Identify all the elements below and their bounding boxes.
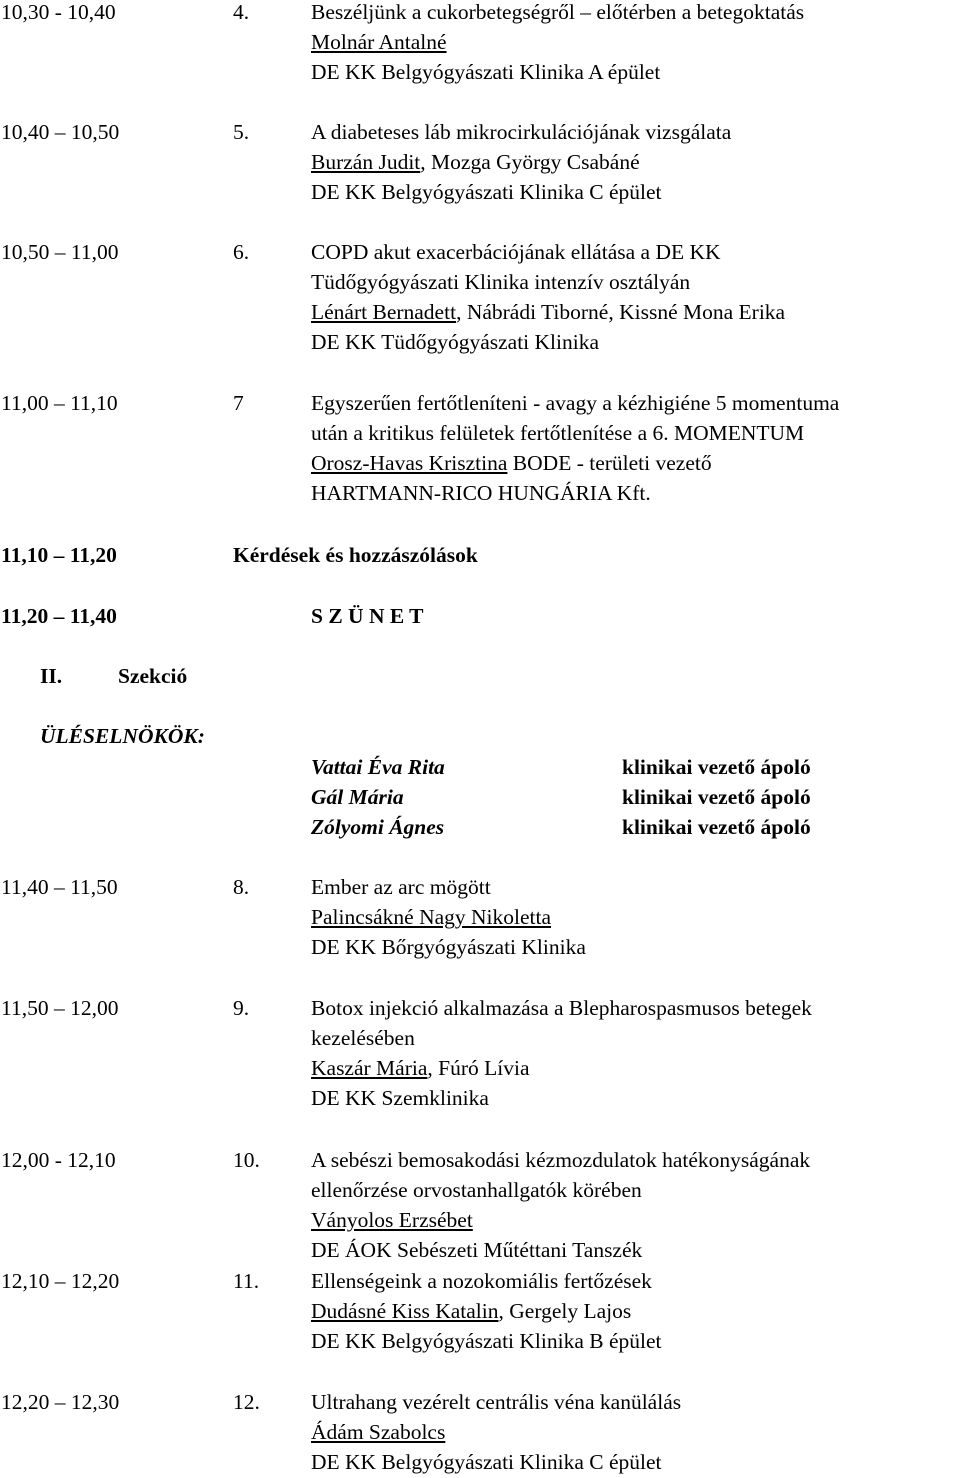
- chair-row: [0, 782, 960, 812]
- time-slot: 12,10 – 12,20: [1, 1269, 120, 1293]
- chair-role: klinikai vezető ápoló: [622, 815, 811, 839]
- time-slot: 11,50 – 12,00: [1, 996, 119, 1020]
- section-label: Szekció: [118, 664, 188, 688]
- chairs-label: ÜLÉSELNÖKÖK:: [40, 724, 205, 748]
- item-authors: [311, 1417, 445, 1447]
- item-title: A sebészi bemosakodási kézmozdulatok hatékonyságának: [311, 1148, 811, 1172]
- coauthors: , Nábrádi Tiborné, Kissné Mona Erika: [456, 300, 786, 324]
- presenter-name: Palincsákné Nagy Nikoletta: [311, 905, 552, 929]
- item-authors: [311, 27, 447, 57]
- item-number: 11.: [233, 1269, 260, 1293]
- questions-label: Kérdések és hozzászólások: [233, 543, 478, 567]
- item-number: 10.: [233, 1148, 260, 1172]
- presenter-name: Lénárt Bernadett: [311, 300, 457, 324]
- presenter-name: Kaszár Mária: [311, 1056, 428, 1080]
- item-authors: [311, 1053, 530, 1083]
- item-affiliation: DE KK Belgyógyászati Klinika C épület: [311, 180, 662, 204]
- program-item: [0, 872, 960, 962]
- item-title-continued: ellenőrzése orvostanhallgatók körében: [311, 1178, 642, 1202]
- break-row: [0, 601, 960, 631]
- item-number: 7: [233, 391, 244, 415]
- presenter-name: Dudásné Kiss Katalin: [311, 1299, 499, 1323]
- item-authors: [311, 1296, 631, 1326]
- program-item: [0, 117, 960, 207]
- item-authors: [311, 1205, 473, 1235]
- item-affiliation: DE KK Szemklinika: [311, 1086, 489, 1110]
- item-affiliation: DE KK Tüdőgyógyászati Klinika: [311, 330, 600, 354]
- item-affiliation: DE KK Belgyógyászati Klinika C épület: [311, 1450, 662, 1474]
- program-item: [0, 993, 960, 1113]
- break-label: S Z Ü N E T: [311, 604, 424, 628]
- chair-role: klinikai vezető ápoló: [622, 755, 811, 779]
- item-number: 8.: [233, 875, 250, 899]
- item-number: 6.: [233, 240, 250, 264]
- presenter-name: Ádám Szabolcs: [311, 1420, 446, 1444]
- chair-row: [0, 752, 960, 782]
- time-slot: 10,50 – 11,00: [1, 240, 119, 264]
- item-affiliation: DE ÁOK Sebészeti Műtéttani Tanszék: [311, 1238, 643, 1262]
- time-slot: 11,00 – 11,10: [1, 391, 118, 415]
- presenter-name: Ványolos Erzsébet: [311, 1208, 473, 1232]
- presenter-name: Orosz-Havas Krisztina: [311, 451, 508, 475]
- time-slot: 10,30 - 10,40: [1, 0, 116, 24]
- time-slot: 12,00 - 12,10: [1, 1148, 116, 1172]
- item-title-continued: után a kritikus felületek fertőtlenítése a 6. MOMENTUM: [311, 421, 805, 445]
- item-affiliation: HARTMANN-RICO HUNGÁRIA Kft.: [311, 481, 651, 505]
- coauthors: BODE - területi vezető: [507, 451, 712, 475]
- item-authors: [311, 297, 785, 327]
- presenter-name: Burzán Judit: [311, 150, 421, 174]
- program-item: [0, 1387, 960, 1477]
- program-item: [0, 237, 960, 357]
- time-slot: 10,40 – 10,50: [1, 120, 120, 144]
- section-heading: [0, 661, 960, 691]
- questions-row: [0, 540, 960, 570]
- chair-role: klinikai vezető ápoló: [622, 785, 811, 809]
- item-title: A diabeteses láb mikrocirkulációjának vizsgálata: [311, 120, 732, 144]
- coauthors: , Gergely Lajos: [498, 1299, 632, 1323]
- chairs-list: [0, 752, 960, 842]
- chair-name: Zólyomi Ágnes: [311, 815, 445, 839]
- time-slot: 11,10 – 11,20: [1, 543, 117, 567]
- item-title-continued: kezelésében: [311, 1026, 415, 1050]
- chairs-heading: [0, 721, 960, 751]
- program-item: [0, 1145, 960, 1265]
- chair-row: [0, 812, 960, 842]
- item-title: Egyszerűen fertőtleníteni - avagy a kézhigiéne 5 momentuma: [311, 391, 840, 415]
- item-number: 9.: [233, 996, 250, 1020]
- chair-name: Gál Mária: [311, 785, 404, 809]
- item-authors: [311, 448, 712, 478]
- item-affiliation: DE KK Belgyógyászati Klinika A épület: [311, 60, 661, 84]
- coauthors: , Fúró Lívia: [427, 1056, 530, 1080]
- item-number: 12.: [233, 1390, 260, 1414]
- item-title: Ember az arc mögött: [311, 875, 491, 899]
- time-slot: 12,20 – 12,30: [1, 1390, 120, 1414]
- item-title: Botox injekció alkalmazása a Blepharospasmusos betegek: [311, 996, 812, 1020]
- coauthors: , Mozga György Csabáné: [420, 150, 640, 174]
- item-authors: [311, 902, 551, 932]
- chair-name: Vattai Éva Rita: [311, 755, 445, 779]
- program-item: [0, 1266, 960, 1356]
- item-title: COPD akut exacerbációjának ellátása a DE KK: [311, 240, 721, 264]
- item-title-continued: Tüdőgyógyászati Klinika intenzív osztályán: [311, 270, 691, 294]
- item-title: Ultrahang vezérelt centrális véna kanülálás: [311, 1390, 682, 1414]
- item-title: Beszéljünk a cukorbetegségről – előtérben a betegoktatás: [311, 0, 805, 24]
- time-slot: 11,40 – 11,50: [1, 875, 118, 899]
- item-number: 5.: [233, 120, 250, 144]
- item-number: 4.: [233, 0, 250, 24]
- program-item: [0, 388, 960, 508]
- presenter-name: Molnár Antalné: [311, 30, 447, 54]
- time-slot: 11,20 – 11,40: [1, 604, 117, 628]
- item-title: Ellenségeink a nozokomiális fertőzések: [311, 1269, 652, 1293]
- program-item: [0, 0, 960, 87]
- item-affiliation: DE KK Belgyógyászati Klinika B épület: [311, 1329, 662, 1353]
- item-affiliation: DE KK Bőrgyógyászati Klinika: [311, 935, 586, 959]
- section-number: II.: [40, 664, 63, 688]
- item-authors: [311, 147, 640, 177]
